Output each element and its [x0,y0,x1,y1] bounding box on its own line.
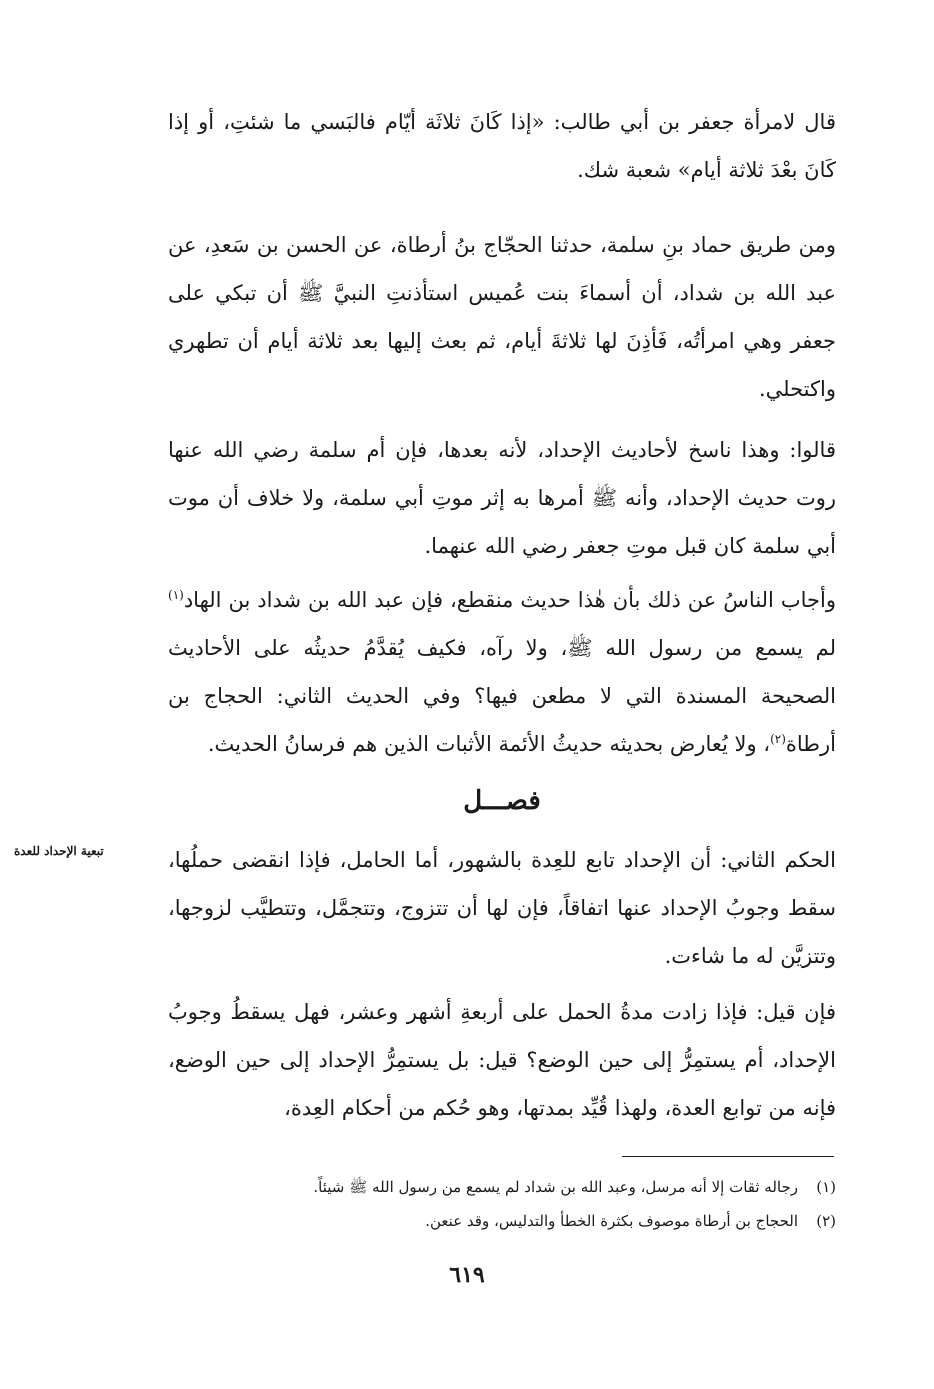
page-number: ٦١٩ [449,1262,485,1288]
paragraph-1 [168,98,836,194]
paragraph-text: الحكم الثاني: أن الإحداد تابع للعِدة بالشهور، أما الحامل، فإذا انقضى حملُها، سقط وجوبُ الإحداد عنها اتفاقاً، فإن لها أن تتزوج، وتتجمَّل، وتتطيَّب لزوجها، وتتزيَّن له ما شاءت. [168,848,836,968]
footnote-ref-2[interactable]: (٢) [770,732,786,746]
paragraph-5 [168,836,836,980]
paragraph-3 [168,426,836,570]
footnote-number: (٢) [816,1212,836,1230]
footnote-divider [622,1156,834,1157]
paragraph-text: قالوا: وهذا ناسخ لأحاديث الإحداد، لأنه بعدها، فإن أم سلمة رضي الله عنها روت حديث الإحداد، وأنه ﷺ أمرها به إثر موتِ أبي سلمة، ولا خلاف أن موت أبي سلمة كان قبل موتِ جعفر رضي الله عنهما. [168,438,836,558]
footnote-ref-1[interactable]: (١) [168,588,184,602]
paragraph-text: ومن طريق حماد بنِ سلمة، حدثنا الحجّاج بنُ أرطاة، عن الحسن بن سَعدِ، عن عبد الله بن شداد، أن أسماءَ بنت عُميس استأذنتِ النبيَّ ﷺ أن تبكي على جعفر وهي امرأتُه، فَأذِنَ لها ثلاثةَ أيام، ثم بعث إليها بعد ثلاثة أيام أن تطهري واكتحلي. [168,233,836,401]
section-heading [168,781,836,821]
paragraph-4 [168,576,836,768]
footnotes [168,1170,836,1238]
footnote-2 [168,1204,836,1238]
footnote-text: الحجاج بن أرطاة موصوف بكثرة الخطأ والتدليس، وقد عنعن. [425,1212,798,1230]
section-heading-text: فصـــل [463,786,541,816]
paragraph-segment: وأجاب الناسُ عن ذلك بأن هٰذا حديث منقطع، فإن عبد الله بن شداد بن الهاد [183,588,836,612]
paragraph-text: قال لامرأة جعفر بن أبي طالب: «إذا كَانَ ثلاثَة أيّام فالبَسي ما شئتِ، أو إذا كَانَ بعْدَ ثلاثة أيام» شعبة شك. [168,110,836,182]
footnote-text: رجاله ثقات إلا أنه مرسل، وعبد الله بن شداد لم يسمع من رسول الله ﷺ شيئاً. [313,1178,798,1196]
margin-note: تبعية الإحداد للعدة [14,844,104,858]
footnote-number: (١) [816,1178,836,1196]
paragraph-text: فإن قيل: فإذا زادت مدةُ الحمل على أربعةِ أشهر وعشر، فهل يسقطُ وجوبُ الإحداد، أم يستمِرُّ إلى حين الوضع؟ قيل: بل يستمِرُّ الإحداد إلى حين الوضع، فإنه من توابع العدة، ولهذا قُيِّد بمدتها، وهو حُكم من أحكام العِدة، [168,1000,836,1120]
paragraph-segment: لم يسمع من رسول الله ﷺ، ولا رآه، فكيف يُقدَّمُ حديثُه على الأحاديث الصحيحة المسندة التي لا مطعن فيها؟ وفي الحديث الثاني: الحجاج بن أرطاة [168,636,836,756]
footnote-1 [168,1170,836,1204]
paragraph-6 [168,988,836,1132]
paragraph-segment: ، ولا يُعارض بحديثه حديثُ الأئمة الأثبات الذين هم فرسانُ الحديث. [207,732,771,756]
paragraph-2 [168,221,836,413]
paragraph-text [168,576,836,768]
